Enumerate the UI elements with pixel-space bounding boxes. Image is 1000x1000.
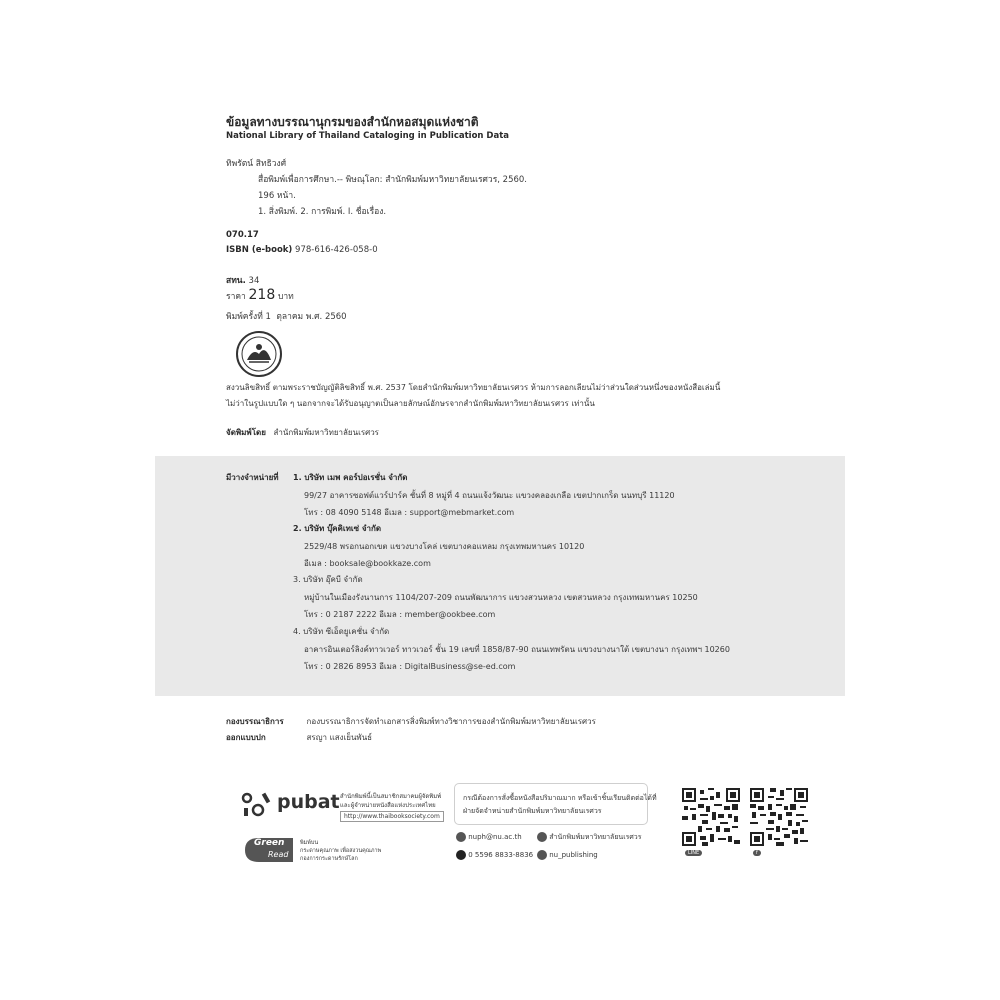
email-icon — [456, 832, 466, 842]
distributor-3-contact: โทร : 0 2187 2222 อีเมล : member@ookbee.com — [304, 610, 496, 619]
distributor-1-contact: โทร : 08 4090 5148 อีเมล : support@mebmarket.com — [304, 508, 515, 517]
green-logo-word-2: Read — [268, 850, 289, 859]
pubat-text-2: และผู้จำหน่ายหนังสือแห่งประเทศไทย — [340, 802, 436, 809]
order-line-1: กรณีต้องการสั่งซื้อหนังสือปริมาณมาก หรือเข้าชิ้นเรียนติดต่อได้ที่ — [463, 794, 657, 802]
catalog-line-2: 196 หน้า. — [258, 191, 296, 201]
twitter-contact[interactable] — [537, 850, 598, 860]
copyright-line-1: สงวนลิขสิทธิ์ ตามพระราชบัญญัติลิขสิทธิ์ พ.ศ. 2537 โดยสำนักพิมพ์มหาวิทยาลัยนเรศวร ห้ามการลอกเลียนไม่ว่าส่วนใดส่วนหนึ่งของหนังสือเล่มนี้ — [226, 383, 721, 392]
qr-facebook-caption: f — [753, 850, 761, 856]
qr-facebook-icon — [750, 788, 808, 846]
credit-editorial-value: กองบรรณาธิการจัดทำเอกสารสิ่งพิมพ์ทางวิชาการของสำนักพิมพ์มหาวิทยาลัยนเรศวร — [306, 717, 596, 726]
catalog-line-3: 1. สิ่งพิมพ์. 2. การพิมพ์. I. ชื่อเรื่อง. — [258, 207, 387, 217]
email-contact[interactable] — [456, 832, 522, 842]
credit-editorial — [226, 715, 596, 728]
qr-line-caption: LINE — [685, 850, 702, 856]
published-by-label: จัดพิมพ์โดย — [226, 428, 266, 437]
university-seal-icon — [235, 330, 283, 382]
phone-value: 0 5596 8833-8836 — [468, 851, 534, 859]
phone-contact[interactable] — [456, 850, 533, 860]
published-by-value: สำนักพิมพ์มหาวิทยาลัยนเรศวร — [273, 428, 379, 437]
distributor-2-contact: อีเมล : booksale@bookkaze.com — [304, 559, 431, 568]
price-value: 218 — [248, 287, 276, 303]
pubat-mark-icon — [240, 790, 276, 820]
credit-cover — [226, 731, 372, 744]
distributor-4-name: 4. บริษัท ซีเอ็ดยูเคชั่น จำกัด — [293, 627, 390, 636]
green-text-2: กระดาษคุณภาพ เพื่อสงวนคุณภาพ — [300, 848, 382, 854]
copyright-line-2: ไม่ว่าในรูปแบบใด ๆ นอกจากจะได้รับอนุญาตเป็นลายลักษณ์อักษรจากสำนักพิมพ์มหาวิทยาลัยนเรศวร เท่านั้น — [226, 399, 595, 408]
green-text-3: กองการกระดาษรักษ์โลก — [300, 856, 358, 862]
pubat-text-1: สำนักพิมพ์นี้เป็นสมาชิกสมาคมผู้จัดพิมพ์ — [340, 793, 442, 800]
twitter-value: nu_publishing — [549, 851, 598, 859]
distributor-4-address: อาคารอินเตอร์ลิงค์ทาวเวอร์ ทาวเวอร์ ชั้น 19 เลขที่ 1858/87-90 ถนนเทพรัตน แขวงบางนาใต้ เขตบางนา กรุงเทพฯ 10260 — [304, 645, 730, 654]
facebook-value: สำนักพิมพ์มหาวิทยาลัยนเรศวร — [549, 833, 642, 841]
credit-editorial-label: กองบรรณาธิการ — [226, 717, 284, 726]
distributor-1-name: 1. บริษัท เมพ คอร์ปอเรชั่น จำกัด — [293, 473, 408, 482]
order-line-2: ฝ่ายจัดจำหน่ายสำนักพิมพ์มหาวิทยาลัยนเรศวร — [463, 807, 602, 815]
distributors-label: มีวางจำหน่ายที่ — [226, 473, 279, 482]
twitter-icon — [537, 850, 547, 860]
catalog-title-th: ข้อมูลทางบรรณานุกรมของสำนักหอสมุดแห่งชาติ — [226, 115, 479, 129]
price-unit: บาท — [277, 292, 294, 302]
qr-code-facebook[interactable] — [750, 788, 808, 846]
pub-code-value: 34 — [248, 276, 260, 286]
phone-icon — [456, 850, 466, 860]
price-label: ราคา — [226, 292, 246, 302]
distributor-4-contact: โทร : 0 2826 8953 อีเมล : DigitalBusiness@se-ed.com — [304, 662, 516, 671]
isbn-value: 978-616-426-058-0 — [295, 245, 378, 255]
author: ทิพรัตน์ สิทธิวงศ์ — [226, 159, 287, 169]
catalog-line-1: สื่อพิมพ์เพื่อการศึกษา.-- พิษณุโลก: สำนักพิมพ์มหาวิทยาลัยนเรศวร, 2560. — [258, 175, 528, 185]
pub-code-label: สทน. — [226, 276, 246, 286]
price-line — [226, 287, 294, 303]
qr-line-icon — [682, 788, 740, 846]
pubat-wordmark: pubat — [277, 791, 340, 813]
print-date: ตุลาคม พ.ศ. 2560 — [276, 312, 347, 322]
print-line — [226, 309, 347, 323]
distributor-1-address: 99/27 อาคารซอฟต์แวร์ปาร์ค ชั้นที่ 8 หมู่ที่ 4 ถนนแจ้งวัฒนะ แขวงคลองเกลือ เขตปากเกร็ด นนทบุรี 11120 — [304, 491, 675, 500]
credit-cover-label: ออกแบบปก — [226, 733, 266, 742]
isbn-line — [226, 245, 378, 255]
distributor-3-name: 3. บริษัท อุ๊คบี จำกัด — [293, 575, 363, 584]
email-value: nuph@nu.ac.th — [468, 833, 522, 841]
catalog-title-en: National Library of Thailand Cataloging in Publication Data — [226, 131, 510, 141]
order-info-box — [454, 783, 648, 825]
class-number: 070.17 — [226, 230, 259, 240]
distributor-3-address: หมู่บ้านในเมืองรังนานการ 1104/207-209 ถนนพัฒนาการ แขวงสวนหลวง เขตสวนหลวง กรุงเทพมหานคร 10250 — [304, 593, 698, 602]
pub-code — [226, 273, 259, 287]
credit-cover-value: สรญา แสงเย็นพันธ์ — [306, 733, 373, 742]
print-value: 1 — [265, 312, 271, 322]
pubat-logo — [240, 790, 276, 824]
published-by — [226, 426, 379, 439]
print-label: พิมพ์ครั้งที่ — [226, 312, 263, 322]
green-text-1: พิมพ์บน — [300, 840, 319, 846]
isbn-label: ISBN (e-book) — [226, 245, 293, 255]
green-logo-word-1: Green — [254, 838, 285, 848]
facebook-contact[interactable] — [537, 832, 642, 843]
pubat-url[interactable]: http://www.thaibooksociety.com — [340, 811, 444, 822]
distributor-2-name: 2. บริษัท บุ๊คคิเทเซ่ จำกัด — [293, 524, 382, 533]
distributor-2-address: 2529/48 พรอกนอกเขต แขวงบางโคล่ เขตบางคอแหลม กรุงเทพมหานคร 10120 — [304, 542, 585, 551]
qr-code-line[interactable] — [682, 788, 740, 846]
facebook-icon — [537, 832, 547, 842]
